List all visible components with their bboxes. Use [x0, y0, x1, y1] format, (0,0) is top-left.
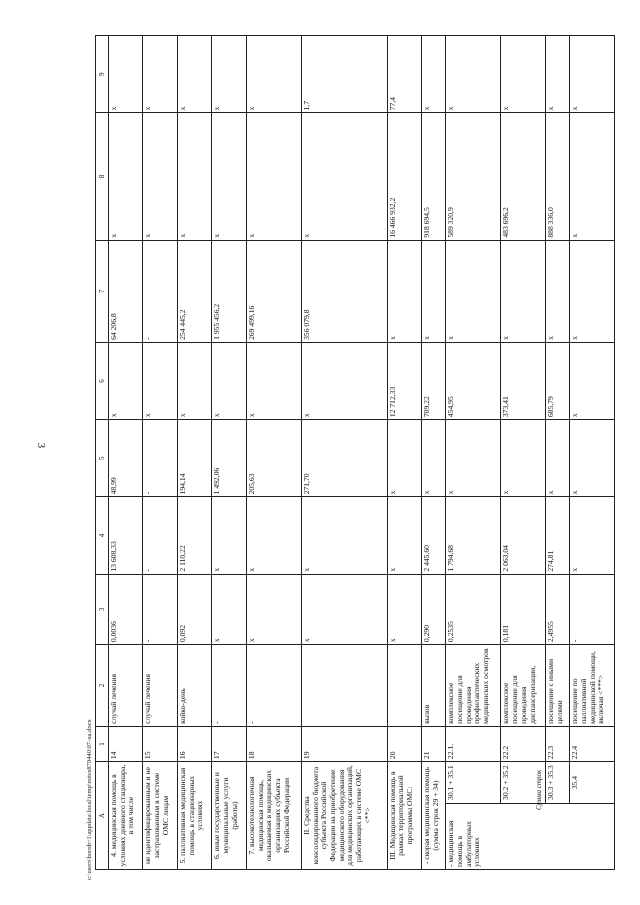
row-label: не идентифицированным и не застрахованным в системе ОМС лицам: [143, 762, 177, 870]
cell-7: 356 079,8: [301, 240, 387, 342]
cell-1: 14: [109, 726, 143, 761]
table-row: [212, 36, 246, 870]
sum-cell: 35.4: [570, 762, 615, 804]
cell-8: x: [246, 113, 301, 240]
table-row: [109, 36, 143, 870]
cell-5: -: [143, 420, 177, 497]
cell-1: 17: [212, 726, 246, 761]
cell-4: x: [570, 497, 615, 574]
cell-9: x: [109, 36, 143, 113]
rotated-table-container: [95, 35, 615, 870]
cell-6: 373,41: [501, 342, 546, 419]
cell-3: -: [143, 574, 177, 644]
cell-4: -: [143, 497, 177, 574]
sum-rows-label: Сумма строк: [535, 769, 543, 810]
cell-9: x: [143, 36, 177, 113]
table-row: [446, 36, 501, 870]
cell-5: x: [570, 420, 615, 497]
cell-7: 1 955 456,2: [212, 240, 246, 342]
row-label: - скорая медицинская помощь (сумма строк 29 + 34): [422, 762, 446, 870]
cell-2: -: [246, 645, 301, 727]
cell-2: комплексное посещение для проведения профилактических медицинских осмотров: [446, 645, 501, 727]
table-row: [422, 36, 446, 870]
cell-1: 21: [422, 726, 446, 761]
cell-6: x: [212, 342, 246, 419]
cell-3: 0,092: [177, 574, 211, 644]
header-number-row: [96, 36, 109, 870]
cell-1: 15: [143, 726, 177, 761]
cell-5: 194,14: [177, 420, 211, 497]
cell-7: -: [143, 240, 177, 342]
cell-2: койко-день: [177, 645, 211, 727]
cell-1: 22.4: [570, 726, 615, 761]
cell-4: x: [212, 497, 246, 574]
header-col-4: 4: [96, 497, 109, 574]
cell-9: 77,4: [387, 36, 421, 113]
cell-1: 16: [177, 726, 211, 761]
cell-9: 1,7: [301, 36, 387, 113]
cell-2: случай лечения: [109, 645, 143, 727]
cell-4: 2 445,60: [422, 497, 446, 574]
cell-9: x: [177, 36, 211, 113]
cell-6: x: [177, 342, 211, 419]
cell-1: 18: [246, 726, 301, 761]
cell-3: 0,0036: [109, 574, 143, 644]
cell-9: x: [446, 36, 501, 113]
cell-8: 589 320,9: [446, 113, 501, 240]
cell-5: x: [446, 420, 501, 497]
header-col-9: 9: [96, 36, 109, 113]
cell-1: 22.3: [546, 726, 570, 761]
cell-7: 254 445,2: [177, 240, 211, 342]
row-label: 4. медицинская помощь в условиях дневного стационара, в том числе: [109, 762, 143, 870]
cell-1: 19: [301, 726, 387, 761]
cell-6: x: [143, 342, 177, 419]
footer-file-path: c:\users\borob~1\appdata\local\temp\notes879440\07-ua.docx: [86, 719, 93, 880]
cell-7: x: [387, 240, 421, 342]
row-label: II. Средства консолидированного бюджета субъекта Российской Федерации на приобретение медицинского оборудования для медицинских организаций, работающих в системе ОМС <**>: [301, 762, 387, 870]
cell-6: x: [109, 342, 143, 419]
cell-4: 2 110,22: [177, 497, 211, 574]
cell-1: 22.2: [501, 726, 546, 761]
row-label: III. Медицинская помощь в рамках территориальной программы ОМС:: [387, 762, 421, 870]
cell-4: 13 608,33: [109, 497, 143, 574]
sum-cell: 30.1 + 35.1: [446, 762, 501, 804]
cell-8: 918 694,5: [422, 113, 446, 240]
cell-5: x: [501, 420, 546, 497]
medical-care-table: [95, 35, 615, 870]
cell-3: 0,181: [501, 574, 546, 644]
cell-8: x: [143, 113, 177, 240]
cell-7: x: [446, 240, 501, 342]
cell-7: 64 206,8: [109, 240, 143, 342]
cell-7: x: [501, 240, 546, 342]
cell-3: x: [301, 574, 387, 644]
cell-2: -: [212, 645, 246, 727]
cell-4: 274,81: [546, 497, 570, 574]
cell-1: 20: [387, 726, 421, 761]
cell-2: [301, 645, 387, 727]
cell-5: 1 492,06: [212, 420, 246, 497]
cell-2: посещение по паллиативной медицинской помощи, включая <***>: [570, 645, 615, 727]
cell-7: x: [422, 240, 446, 342]
cell-6: x: [570, 342, 615, 419]
cell-8: x: [177, 113, 211, 240]
cell-8: 483 696,2: [501, 113, 546, 240]
cell-9: x: [570, 36, 615, 113]
cell-2: вызов: [422, 645, 446, 727]
cell-9: x: [212, 36, 246, 113]
cell-2: [387, 645, 421, 727]
cell-1: 22.1.: [446, 726, 501, 761]
cell-6: 454,95: [446, 342, 501, 419]
table-row: [143, 36, 177, 870]
cell-7: x: [546, 240, 570, 342]
cell-8: 16 466 932,2: [387, 113, 421, 240]
cell-9: x: [501, 36, 546, 113]
ambulatory-label: - медицинская помощь в амбулаторных условиях: [446, 804, 615, 870]
sum-cell: 30.2 + 35.2: [501, 762, 546, 804]
table-row: [246, 36, 301, 870]
cell-3: x: [212, 574, 246, 644]
cell-2: случай лечения: [143, 645, 177, 727]
row-label: 5. паллиативная медицинская помощь в стационарных условиях: [177, 762, 211, 870]
table-row: [177, 36, 211, 870]
cell-6: x: [301, 342, 387, 419]
table-row: [501, 36, 546, 870]
cell-5: 271,70: [301, 420, 387, 497]
sum-cell: 30.3 + 35.3: [546, 762, 570, 804]
table-row: [546, 36, 570, 870]
cell-3: -: [570, 574, 615, 644]
cell-6: 12 712,33: [387, 342, 421, 419]
cell-5: 48,99: [109, 420, 143, 497]
cell-4: x: [246, 497, 301, 574]
cell-3: 0,2535: [446, 574, 501, 644]
cell-3: 2,4955: [546, 574, 570, 644]
cell-4: x: [301, 497, 387, 574]
header-col-2: 2: [96, 645, 109, 727]
header-col-3: 3: [96, 574, 109, 644]
table-row: [387, 36, 421, 870]
cell-6: 685,79: [546, 342, 570, 419]
page-number: 3: [35, 443, 46, 448]
cell-8: 888 336,0: [546, 113, 570, 240]
cell-4: 2 063,04: [501, 497, 546, 574]
cell-4: x: [387, 497, 421, 574]
header-col-1: 1: [96, 726, 109, 761]
cell-4: 1 794,68: [446, 497, 501, 574]
cell-8: x: [212, 113, 246, 240]
cell-2: посещение с иными целями: [546, 645, 570, 727]
cell-6: x: [246, 342, 301, 419]
cell-9: x: [546, 36, 570, 113]
cell-9: x: [246, 36, 301, 113]
cell-3: x: [387, 574, 421, 644]
cell-8: x: [109, 113, 143, 240]
header-col-7: 7: [96, 240, 109, 342]
cell-7: 269 499,16: [246, 240, 301, 342]
header-col-8: 8: [96, 113, 109, 240]
header-col-a: A: [96, 762, 109, 870]
cell-7: x: [570, 240, 615, 342]
cell-3: x: [246, 574, 301, 644]
table-row: [301, 36, 387, 870]
row-label: 6. иные государственные и муниципальные услуги (работы): [212, 762, 246, 870]
cell-9: x: [422, 36, 446, 113]
cell-2: комплексное посещение для проведения диспансеризации,: [501, 645, 546, 727]
cell-3: 0,290: [422, 574, 446, 644]
cell-5: 205,63: [246, 420, 301, 497]
cell-5: x: [422, 420, 446, 497]
row-label: 7. высокотехнологичная медицинская помощь, оказываемая в медицинских организациях субъекта Российской Федерации: [246, 762, 301, 870]
cell-5: x: [546, 420, 570, 497]
cell-6: 709,22: [422, 342, 446, 419]
table-row: [570, 36, 615, 870]
cell-5: x: [387, 420, 421, 497]
header-col-6: 6: [96, 342, 109, 419]
cell-8: x: [570, 113, 615, 240]
header-col-5: 5: [96, 420, 109, 497]
cell-8: x: [301, 113, 387, 240]
